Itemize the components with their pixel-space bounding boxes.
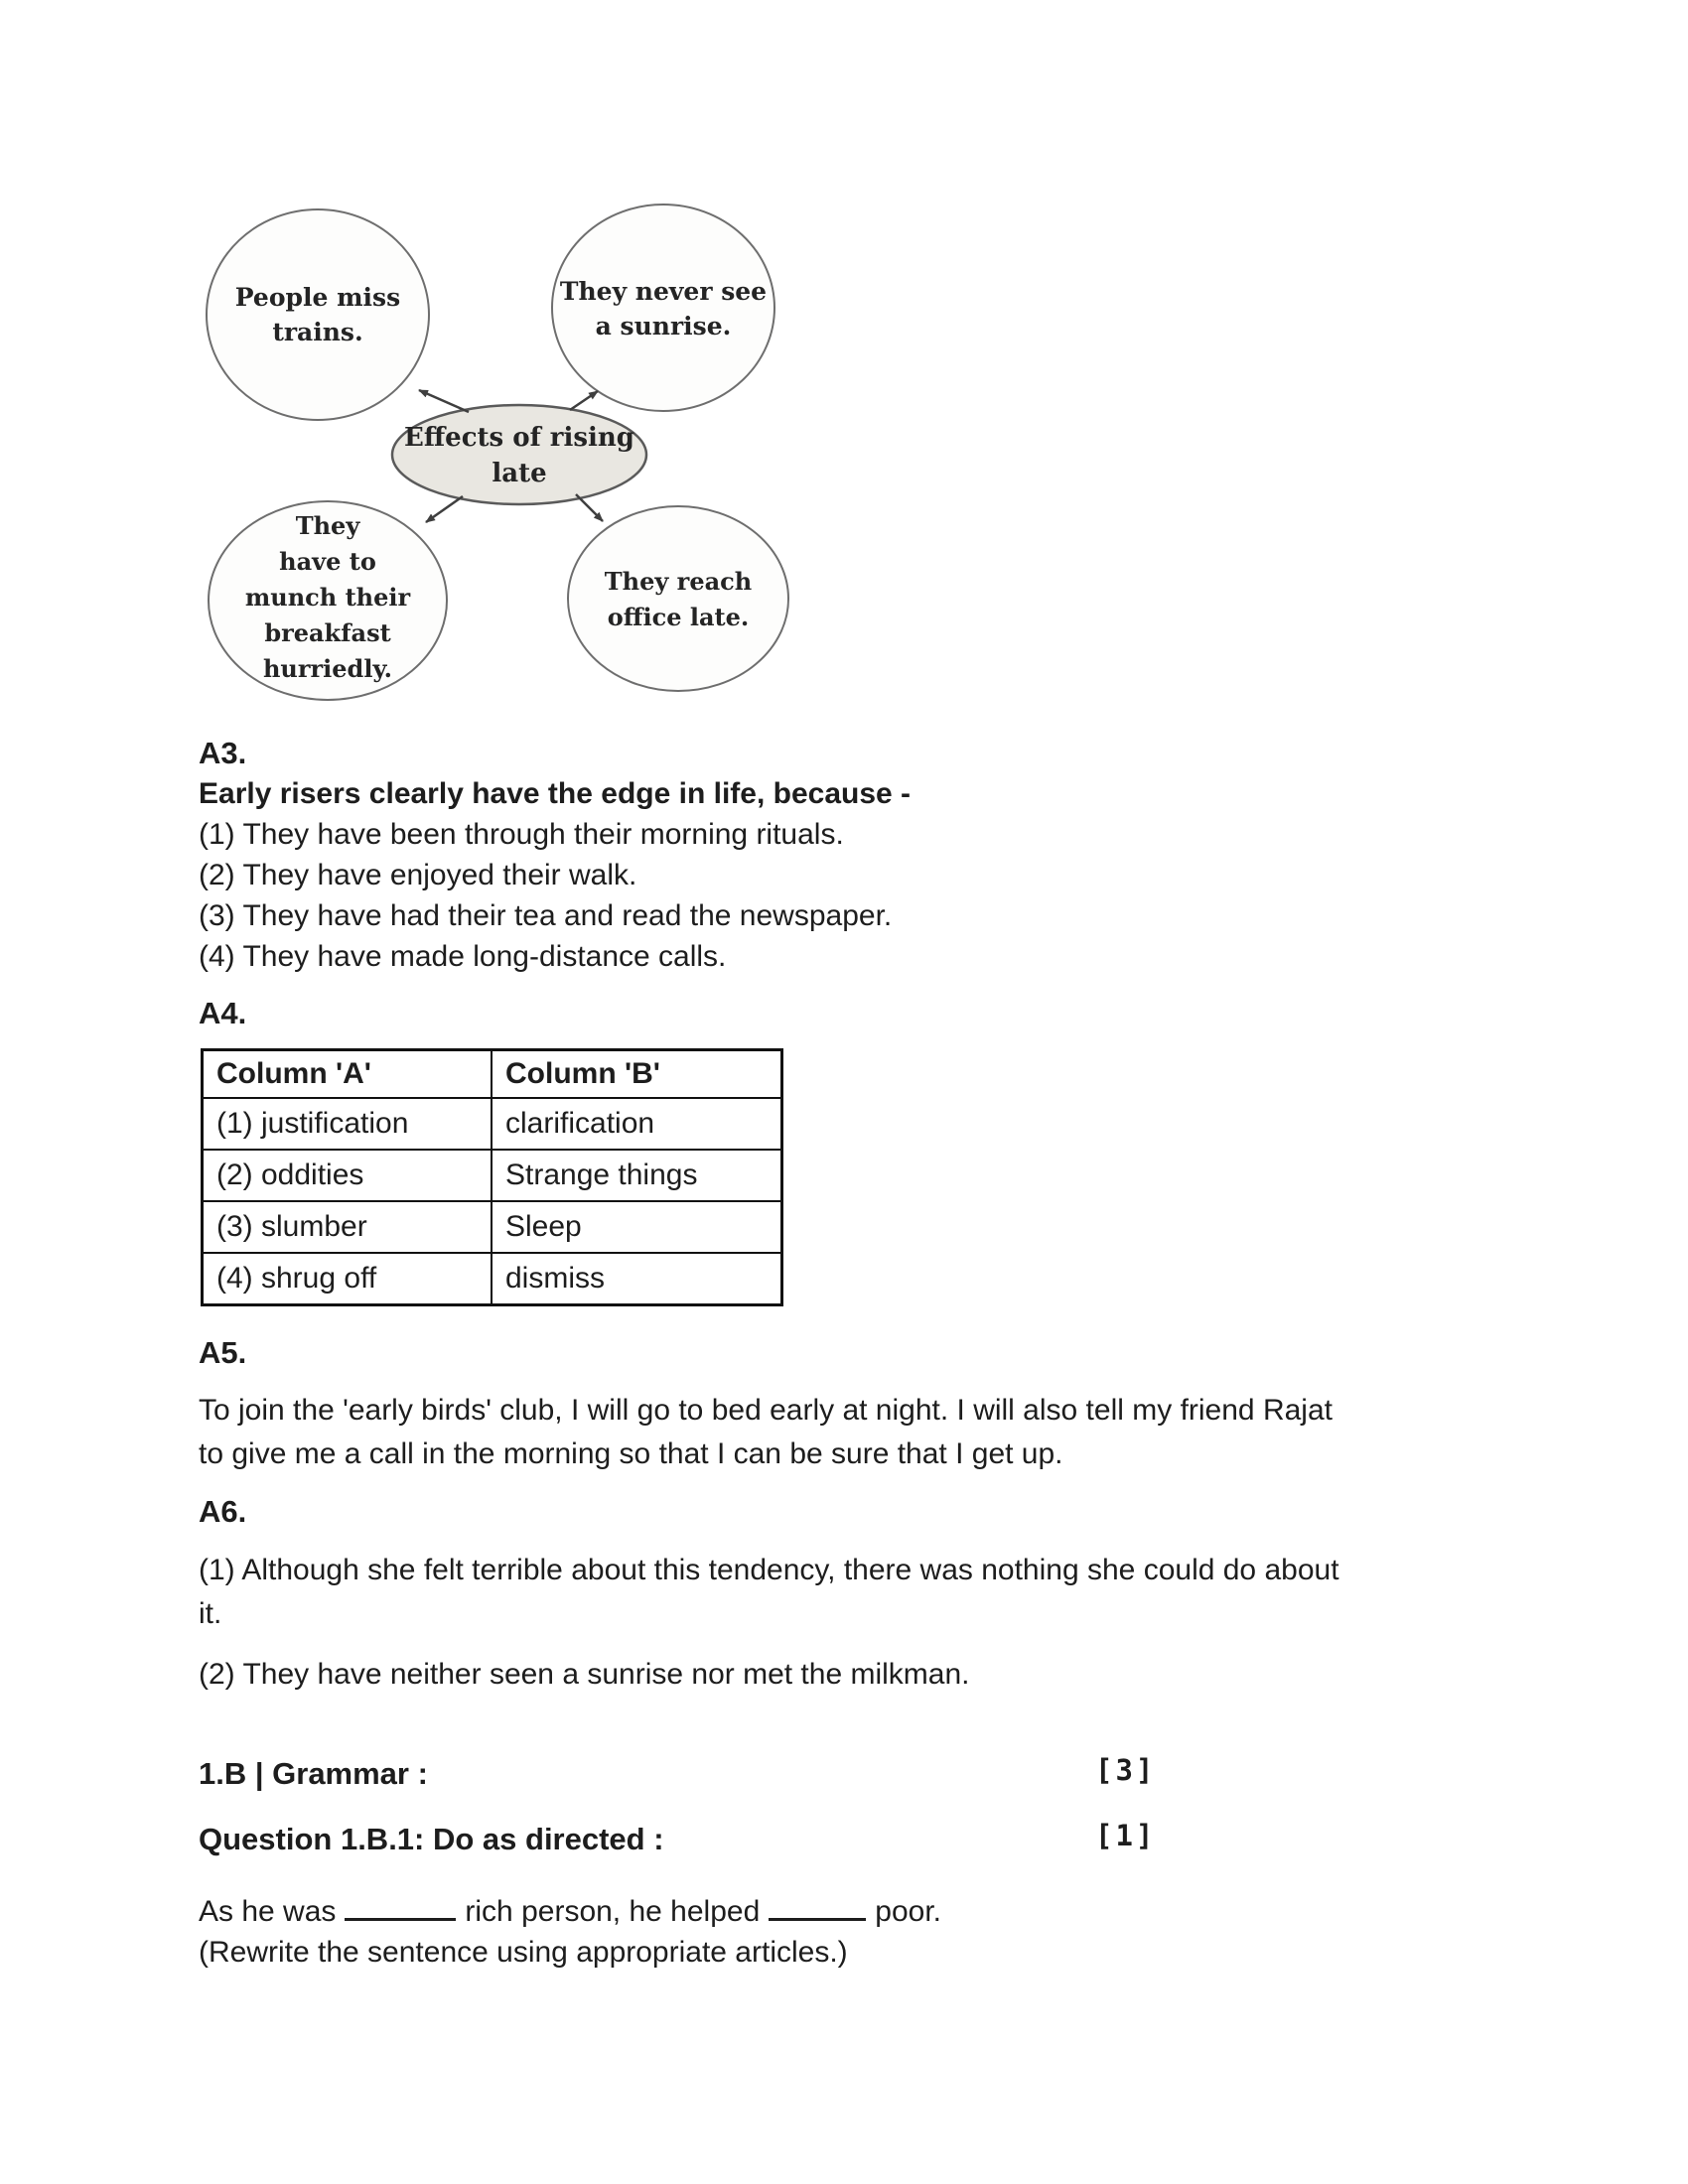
- grammar-question-row: [199, 1819, 1172, 1863]
- grammar-question-heading: Question 1.B.1: Do as directed :: [199, 1822, 664, 1856]
- diagram-svg: [149, 179, 844, 735]
- table-row: [203, 1253, 782, 1305]
- exercise-sentence: [199, 1891, 941, 1932]
- table-header-row: [203, 1050, 782, 1099]
- a6-heading: A6.: [199, 1494, 247, 1529]
- bubble-top-left-label-line2: trains.: [272, 318, 363, 346]
- a3-option-1: (1) They have been through their morning rituals.: [199, 818, 844, 851]
- bubble-top-right-label-line1: They never see: [559, 277, 768, 306]
- cell-a3: (3) slumber: [203, 1201, 492, 1253]
- arrow-to-top-left: [419, 390, 469, 412]
- bubble-bottom-right-label-line2: office late.: [607, 603, 750, 631]
- a6-item1-line2: it.: [199, 1597, 222, 1630]
- bubble-center: [392, 405, 646, 504]
- a3-heading: A3.: [199, 736, 247, 770]
- arrow-to-bottom-right: [576, 494, 603, 521]
- a3-option-2: (2) They have enjoyed their walk.: [199, 859, 637, 891]
- table-row: [203, 1201, 782, 1253]
- article-blank-1: [345, 1892, 456, 1921]
- grammar-exercise: [199, 1891, 941, 1973]
- bubble-bottom-right: [568, 506, 788, 691]
- arrow-to-bottom-left: [426, 496, 463, 522]
- arrow-to-top-right: [570, 391, 598, 410]
- bubble-bottom-left-label-line4: breakfast: [264, 618, 391, 647]
- a5-line-2: to give me a call in the morning so that I can be sure that I get up.: [199, 1437, 1063, 1470]
- cell-a4: (4) shrug off: [203, 1253, 492, 1305]
- a3-prompt: Early risers clearly have the edge in life, because -: [199, 777, 912, 810]
- column-a-header: Column 'A': [203, 1050, 492, 1099]
- article-blank-2: [769, 1892, 866, 1921]
- grammar-section-marks: [3]: [1095, 1753, 1157, 1787]
- a6-item1-line1: (1) Although she felt terrible about this tendency, there was nothing she could do about: [199, 1554, 1339, 1586]
- bubble-top-left-label-line1: People miss: [234, 283, 401, 312]
- a3-option-3: (3) They have had their tea and read the newspaper.: [199, 899, 893, 932]
- a3-option-4: (4) They have made long-distance calls.: [199, 940, 727, 973]
- bubble-bottom-left-label-line2: have to: [279, 547, 376, 576]
- bubble-center-label-line1: Effects of rising: [404, 423, 634, 453]
- sentence-part-2: rich person, he helped: [465, 1895, 761, 1928]
- a5-paragraph: [199, 1389, 1333, 1476]
- section-a3: [199, 733, 911, 977]
- bubble-top-right-label-line2: a sunrise.: [595, 312, 732, 341]
- a5-heading: A5.: [199, 1335, 247, 1370]
- bubble-bottom-left-label-line1: They: [295, 511, 360, 540]
- bubble-bottom-left-label-line5: hurriedly.: [262, 654, 393, 683]
- grammar-section-row: [199, 1753, 1172, 1798]
- a6-item-2: (2) They have neither seen a sunrise nor met the milkman.: [199, 1658, 970, 1691]
- bubble-top-right: [552, 205, 774, 411]
- bubble-top-left: [207, 209, 429, 420]
- sentence-part-3: poor.: [875, 1895, 942, 1928]
- cell-b1: clarification: [492, 1098, 782, 1150]
- grammar-section-heading: 1.B | Grammar :: [199, 1756, 428, 1791]
- a5-line-1: To join the 'early birds' club, I will go to bed early at night. I will also tell my friend Rajat: [199, 1394, 1333, 1427]
- cell-b2: Strange things: [492, 1150, 782, 1201]
- column-b-header: Column 'B': [492, 1050, 782, 1099]
- a4-heading: A4.: [199, 996, 247, 1030]
- grammar-question-marks: [1]: [1095, 1819, 1157, 1852]
- table-row: [203, 1098, 782, 1150]
- effects-of-rising-late-diagram: [149, 179, 844, 735]
- bubble-center-label-line2: late: [492, 459, 547, 488]
- cell-b4: dismiss: [492, 1253, 782, 1305]
- cell-a1: (1) justification: [203, 1098, 492, 1150]
- a6-item-1: [199, 1549, 1339, 1636]
- bubble-bottom-right-label-line1: They reach: [604, 567, 753, 596]
- bubble-bottom-left-label-line3: munch their: [244, 583, 411, 612]
- table-row: [203, 1150, 782, 1201]
- a4-match-table: [201, 1048, 783, 1306]
- sentence-part-1: As he was: [199, 1895, 337, 1928]
- exercise-instruction: (Rewrite the sentence using appropriate articles.): [199, 1936, 848, 1969]
- cell-a2: (2) oddities: [203, 1150, 492, 1201]
- cell-b3: Sleep: [492, 1201, 782, 1253]
